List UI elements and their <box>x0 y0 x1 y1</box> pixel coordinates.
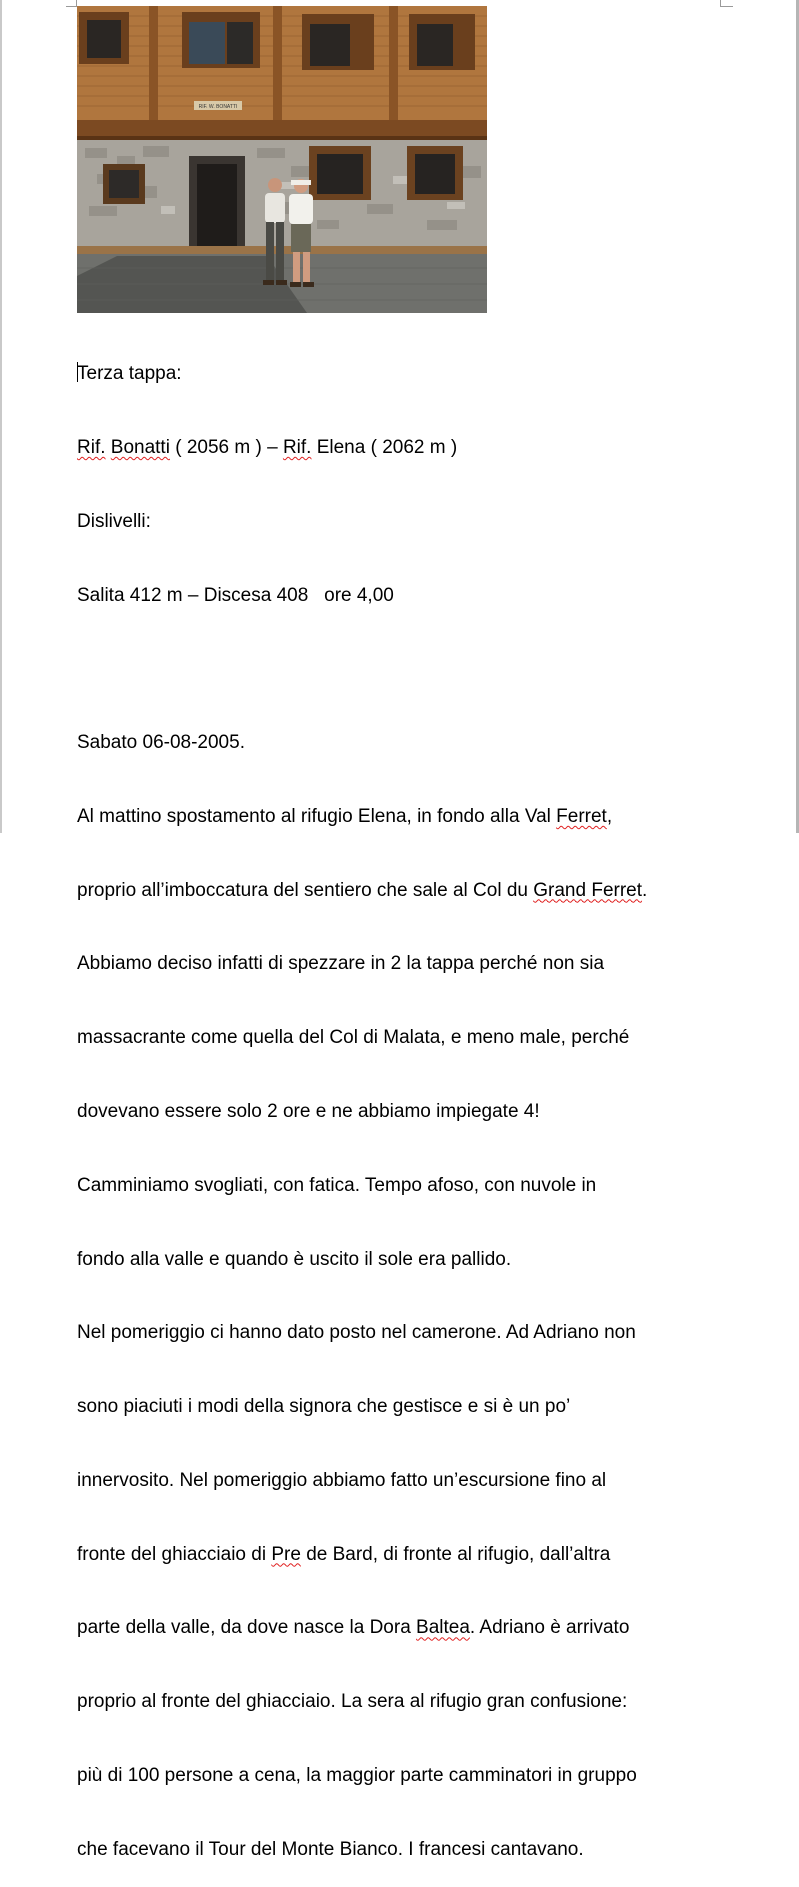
paragraph-line-8: Nel pomeriggio ci hanno dato posto nel camerone. Ad Adriano non <box>77 1322 636 1344</box>
paragraph-line-4: massacrante come quella del Col di Malata, e meno male, perché <box>77 1027 630 1049</box>
elevation-values: Salita 412 m – Discesa 408 ore 4,00 <box>77 584 394 606</box>
paragraph-line-6: Camminiamo svogliati, con fatica. Tempo afoso, con nuvole in <box>77 1174 597 1196</box>
paragraph-line-3: Abbiamo deciso infatti di spezzare in 2 la tappa perché non sia <box>77 953 605 975</box>
stage-heading: Terza tappa: <box>77 363 182 385</box>
paragraph-line-5: dovevano essere solo 2 ore e ne abbiamo impiegate 4! <box>77 1101 540 1122</box>
margin-corner-mark-right <box>720 0 733 7</box>
paragraph-line-1: Al mattino spostamento al rifugio Elena, in fondo alla Val Ferret, <box>77 805 613 827</box>
paragraph-line-11: fronte del ghiacciaio di Pre de Bard, di fronte al rifugio, dall’altra <box>77 1543 611 1565</box>
paragraph-line-13: proprio al fronte del ghiacciaio. La sera al rifugio gran confusione: <box>77 1691 628 1713</box>
paragraph-line-2: proprio all’imboccatura del sentiero che sale al Col du Grand Ferret. <box>77 879 648 901</box>
route-start-prefix: Rif. <box>77 436 106 458</box>
paragraph-line-10: innervosito. Nel pomeriggio abbiamo fatto un’escursione fino al <box>77 1469 607 1491</box>
page-left-edge <box>0 0 2 833</box>
paragraph-line-7: fondo alla valle e quando è uscito il sole era pallido. <box>77 1248 512 1270</box>
paragraph-line-9: sono piaciuti i modi della signora che gestisce e si è un po’ <box>77 1396 571 1418</box>
photo-sign-text: RIF. W. BONATTI <box>198 104 238 110</box>
refuge-photo[interactable] <box>77 6 487 313</box>
paragraph-line-15: che facevano il Tour del Monte Bianco. I francesi cantavano. <box>77 1838 584 1860</box>
route-start-name: Bonatti <box>110 436 170 458</box>
elevation-label: Dislivelli: <box>77 510 151 532</box>
route-end-rest: Elena ( 2062 m ) <box>311 436 458 458</box>
spell-word-pre: Pre <box>271 1543 301 1565</box>
spell-word-ferret: Ferret <box>556 805 607 827</box>
paragraph-line-12: parte della valle, da dove nasce la Dora Baltea. Adriano è arrivato <box>77 1617 630 1639</box>
spell-word-baltea: Baltea <box>416 1617 470 1639</box>
blank-line <box>77 657 777 682</box>
paragraph-line-14: più di 100 persone a cena, la maggior parte camminatori in gruppo <box>77 1765 637 1787</box>
spell-word-grand-ferret: Grand Ferret <box>533 879 643 901</box>
route-end-prefix: Rif. <box>282 436 312 458</box>
date-line: Sabato 06-08-2005. <box>77 732 245 754</box>
margin-corner-mark-left <box>66 0 77 7</box>
document-body[interactable] <box>77 313 777 1887</box>
route-line <box>77 436 777 461</box>
route-start-altitude: ( 2056 m ) – <box>169 436 283 458</box>
